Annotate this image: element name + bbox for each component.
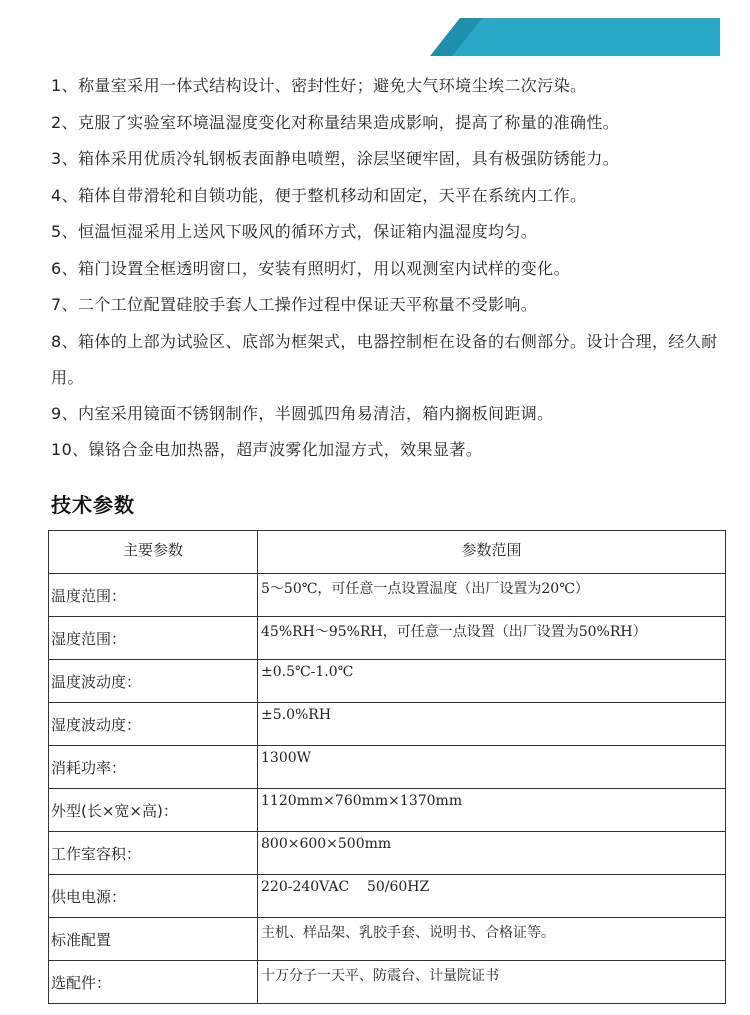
param-value: 1120mm×760mm×1370mm — [258, 789, 726, 832]
table-row — [49, 789, 726, 832]
param-name: 湿度范围： — [49, 617, 258, 660]
table-row — [49, 574, 726, 617]
feature-item: 5、恒温恒湿采用上送风下吸风的循环方式，保证箱内温湿度均匀。 — [51, 222, 538, 241]
feature-item: 7、二个工位配置硅胶手套人工操作过程中保证天平称量不受影响。 — [51, 295, 538, 314]
table-row — [49, 961, 726, 1004]
table-row — [49, 875, 726, 918]
table-row — [49, 918, 726, 961]
section-title: 技术参数 — [51, 493, 135, 517]
table-row — [49, 746, 726, 789]
table-row — [49, 617, 726, 660]
param-name: 温度波动度： — [49, 660, 258, 703]
column-header: 主要参数 — [49, 531, 258, 574]
table-row — [49, 832, 726, 875]
feature-item: 9、内室采用镜面不锈钢制作，半圆弧四角易清洁，箱内搁板间距调。 — [51, 403, 554, 423]
feature-item: 10、镍铬合金电加热器，超声波雾化加湿方式，效果显著。 — [51, 440, 483, 459]
param-name: 温度范围： — [49, 574, 258, 617]
feature-item: 2、克服了实验室环境温湿度变化对称量结果造成影响，提高了称量的准确性。 — [51, 112, 620, 132]
column-header: 参数范围 — [258, 531, 726, 574]
param-value: 主机、样品架、乳胶手套、说明书、合格证等。 — [258, 918, 726, 961]
feature-list — [51, 68, 721, 469]
param-value: 5～50℃，可任意一点设置温度（出厂设置为20℃） — [258, 574, 726, 617]
param-value: ±0.5℃-1.0℃ — [258, 660, 726, 703]
param-value: 800×600×500mm — [258, 832, 726, 875]
param-name: 湿度波动度： — [49, 703, 258, 746]
feature-item: 3、箱体采用优质冷轧钢板表面静电喷塑，涂层坚硬牢固，具有极强防锈能力。 — [51, 149, 620, 168]
param-value: 十万分子一天平、防震台、计量院证书 — [258, 961, 726, 1004]
param-value: 220-240VAC 50/60HZ — [258, 875, 726, 918]
feature-item: 6、箱门设置全框透明窗口，安装有照明灯，用以观测室内试样的变化。 — [51, 258, 570, 278]
feature-item: 1、称量室采用一体式结构设计、密封性好；避免大气环境尘埃二次污染。 — [51, 76, 587, 95]
param-value: 45%RH～95%RH，可任意一点设置（出厂设置为50%RH） — [258, 617, 726, 660]
table-row — [49, 703, 726, 746]
param-name: 消耗功率： — [49, 746, 258, 789]
param-name: 标准配置 — [49, 918, 258, 961]
param-value: ±5.0%RH — [258, 703, 726, 746]
param-name: 选配件： — [49, 961, 258, 1004]
table-row — [49, 660, 726, 703]
decorative-banner — [430, 18, 720, 56]
param-value: 1300W — [258, 746, 726, 789]
param-name: 工作室容积： — [49, 832, 258, 875]
parameter-table — [48, 530, 726, 1004]
param-name: 供电电源： — [49, 875, 258, 918]
banner-shape — [430, 18, 720, 56]
table-header-row — [49, 531, 726, 574]
feature-item: 4、箱体自带滑轮和自锁功能，便于整机移动和固定，天平在系统内工作。 — [51, 185, 587, 205]
feature-item: 8、箱体的上部为试验区、底部为框架式，电器控制柜在设备的右侧部分。设计合理，经久耐用。 — [51, 331, 718, 387]
param-name: 外型(长×宽×高)： — [49, 789, 258, 832]
